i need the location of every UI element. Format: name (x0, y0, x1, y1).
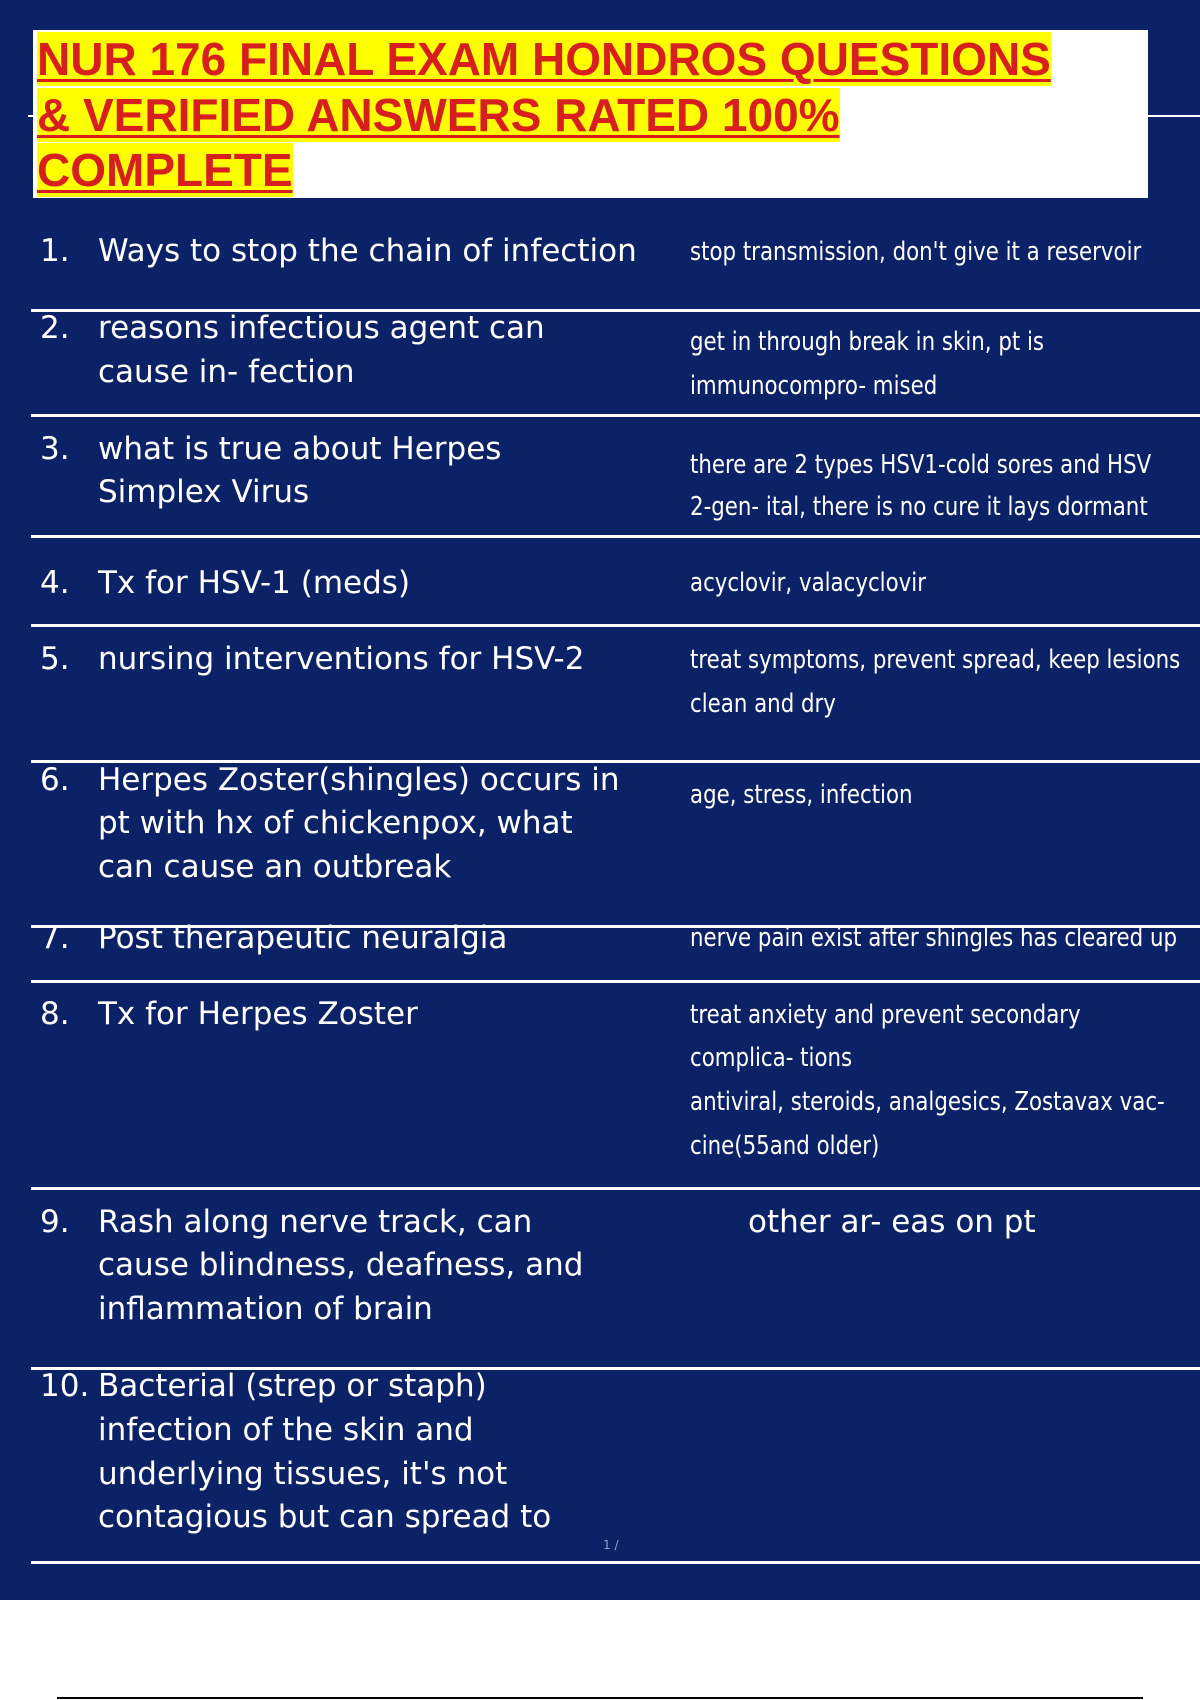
answer-text: nerve pain exist after shingles has cleared up (690, 923, 1178, 953)
question-text: Post therapeutic neuralgia (98, 920, 508, 956)
answer-text: get in through break in skin, pt is (690, 327, 1045, 357)
page-number: 1 / (603, 1538, 619, 1552)
question-number: 5. (40, 641, 70, 677)
answer-text: immunocompro- mised (690, 371, 938, 401)
question-text: Simplex Virus (98, 474, 310, 510)
answer-text: other ar- eas on pt (748, 1204, 1036, 1240)
title-left-tick (28, 115, 36, 117)
answer-text: stop transmission, don't give it a reservoir (690, 237, 1142, 267)
question-text: cause blindness, deafness, and (98, 1247, 584, 1283)
question-number: 9. (40, 1204, 70, 1240)
question-number: 10. (40, 1368, 90, 1404)
question-text: Tx for Herpes Zoster (98, 996, 418, 1032)
question-text: inflammation of brain (98, 1291, 433, 1327)
question-text: can cause an outbreak (98, 849, 452, 885)
title-line-1: NUR 176 FINAL EXAM HONDROS QUESTIONS (37, 33, 1051, 85)
question-text: Ways to stop the chain of infection (98, 233, 637, 269)
question-text: nursing interventions for HSV-2 (98, 641, 585, 677)
answer-text: age, stress, infection (690, 780, 913, 810)
answer-text: treat symptoms, prevent spread, keep lesions (690, 645, 1181, 675)
row-divider (31, 624, 1200, 627)
row-divider (31, 414, 1200, 417)
question-number: 1. (40, 233, 70, 269)
question-number: 4. (40, 565, 70, 601)
question-text: Tx for HSV-1 (meds) (98, 565, 411, 601)
question-number: 3. (40, 431, 70, 467)
question-text: what is true about Herpes (98, 431, 502, 467)
answer-text: there are 2 types HSV1-cold sores and HSV (690, 450, 1152, 480)
answer-text: complica- tions (690, 1043, 853, 1073)
question-text: Herpes Zoster(shingles) occurs in (98, 762, 620, 798)
question-number: 6. (40, 762, 70, 798)
question-number: 2. (40, 310, 70, 346)
question-text: infection of the skin and (98, 1412, 474, 1448)
question-text: Rash along nerve track, can (98, 1204, 533, 1240)
question-text: cause in- fection (98, 354, 355, 390)
question-text: reasons infectious agent can (98, 310, 545, 346)
answer-text: treat anxiety and prevent secondary (690, 1000, 1081, 1030)
row-divider (31, 1561, 1200, 1564)
answer-text: clean and dry (690, 689, 836, 719)
row-divider (31, 980, 1200, 983)
question-text: pt with hx of chickenpox, what (98, 805, 573, 841)
question-text: Bacterial (strep or staph) (98, 1368, 487, 1404)
question-text: underlying tissues, it's not (98, 1456, 508, 1492)
title-side-rule (1148, 115, 1200, 117)
answer-text: 2-gen- ital, there is no cure it lays dormant (690, 492, 1148, 522)
footer-rule (57, 1697, 1143, 1699)
answer-text: acyclovir, valacyclovir (690, 568, 926, 598)
question-text: contagious but can spread to (98, 1499, 552, 1535)
question-number: 8. (40, 996, 70, 1032)
question-number: 7. (40, 920, 70, 956)
title-line-2: & VERIFIED ANSWERS RATED 100% (37, 89, 840, 141)
row-divider (31, 535, 1200, 538)
title-line-3: COMPLETE (37, 144, 293, 196)
answer-text: antiviral, steroids, analgesics, Zostavax vac- (690, 1087, 1165, 1117)
answer-text: cine(55and older) (690, 1131, 880, 1161)
row-divider (31, 1187, 1200, 1190)
